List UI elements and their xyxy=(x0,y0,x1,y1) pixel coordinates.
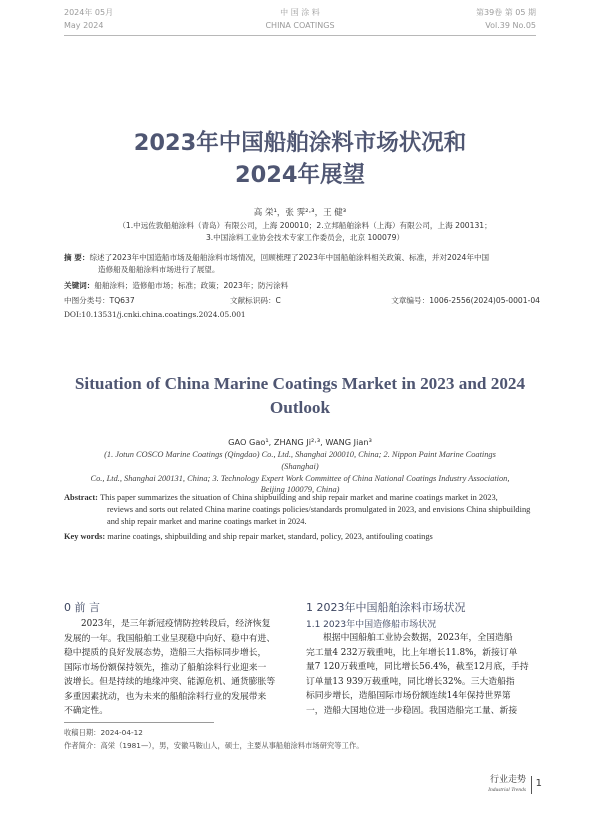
cn-affiliation-line-1: （1.中远佐敦船舶涂料（青岛）有限公司，上海 200010；2.立邦船舶涂料（上海）有限公司，上海 200131； xyxy=(118,221,492,230)
section-1-1-line-2: 完工量4 232万载重吨，比上年增长11.8%，新接订单 xyxy=(306,647,518,658)
section-0-line-2: 发展的一年。我国船舶工业呈现稳中向好、稳中有进、 xyxy=(64,633,276,644)
en-abstract xyxy=(64,492,540,529)
cn-keywords-text: 船舶涂料；造修船市场；标准；政策；2023年；防污涂料 xyxy=(94,281,289,290)
footnote-divider xyxy=(64,722,214,723)
en-abstract-label: Abstract: xyxy=(64,493,98,502)
section-0-line-3: 稳中提质的良好发展态势，造船三大指标同步增长， xyxy=(64,648,267,658)
header-volume-en: Vol.39 No.05 xyxy=(485,21,536,30)
en-affiliation-line-2: Co., Ltd., Shanghai 200131, China; 3. Technology Expert Work Committee of China National Coatings Industry Association, xyxy=(90,473,510,483)
en-affiliation-line-1: (1. Jotun COSCO Marine Coatings (Qingdao) Co., Ltd., Shanghai 200010, China; 2. Nippon Paint Marine Coatings (Shanghai) xyxy=(104,450,496,471)
en-title xyxy=(0,372,600,420)
section-0-line-1: 2023年，是三年新冠疫情防控转段后，经济恢复 xyxy=(81,619,271,629)
section-1-1-line-1: 根据中国船舶工业协会数据，2023年，全国造船 xyxy=(323,633,513,643)
cn-title-line-2: 2024年展望 xyxy=(234,162,366,188)
header-date-en: May 2024 xyxy=(64,21,104,30)
section-0-body xyxy=(64,617,300,719)
header-divider xyxy=(64,35,536,36)
cn-abstract xyxy=(64,252,540,275)
cn-authors: 高 栄¹，张 霁²·³，王 健³ xyxy=(253,208,347,218)
en-title-line-1: Situation of China Marine Coatings Market in 2023 and 2024 xyxy=(74,374,526,393)
en-affiliation xyxy=(90,449,510,496)
page-number: 1 xyxy=(535,778,542,789)
section-tag-divider xyxy=(531,776,532,794)
cn-classification-row xyxy=(64,295,540,307)
cn-abstract-line-2: 造修船及船舶涂料市场进行了展望。 xyxy=(98,264,220,274)
en-keywords xyxy=(64,532,540,541)
article-number: 文章编号：1006-2556(2024)05-0001-04 xyxy=(391,296,540,305)
clc-number: 中图分类号：TQ637 xyxy=(64,296,135,305)
en-abstract-line-2: reviews and sorts out related China marine coatings policies/standards promulgated in 2023, and envisions China shipbuilding xyxy=(107,505,531,515)
section-1-heading: 1 2023年中国船舶涂料市场状况 xyxy=(306,601,466,614)
footnote-received: 收稿日期：2024-04-12 xyxy=(64,728,143,737)
en-keywords-label: Key words: xyxy=(64,532,106,541)
en-title-line-2: Outlook xyxy=(269,398,331,417)
footnote-author-bio: 作者简介：高栄（1981—），男，安徽马鞍山人，硕士，主要从事船舶涂料市场研究等工作。 xyxy=(64,741,364,750)
section-1-1-heading: 1.1 2023年中国造修船市场状况 xyxy=(306,620,437,630)
section-1-1-body xyxy=(306,631,542,718)
cn-title xyxy=(0,127,600,191)
section-0-line-7: 不确定性。 xyxy=(64,706,108,716)
header-date-cn: 2024年 05月 xyxy=(64,8,114,17)
section-1-1-line-4: 订单量13 939万载重吨，同比增长32%。三大造船指 xyxy=(306,676,515,687)
cn-keywords-label: 关键词： xyxy=(64,281,95,290)
cn-title-line-1: 2023年中国船舶涂料市场状况和 xyxy=(133,130,467,156)
section-1-1-line-6: 一，造船大国地位进一步稳固。我国造船完工量、新接 xyxy=(306,705,518,716)
document-code: 文献标识码：C xyxy=(230,296,281,305)
cn-abstract-label: 摘 要： xyxy=(64,253,90,262)
section-tag-cn: 行业走势 xyxy=(489,775,526,785)
doi: DOI:10.13531/j.cnki.china.coatings.2024.05.001 xyxy=(64,310,246,319)
en-keywords-text: marine coatings, shipbuilding and ship repair market, standard, policy, 2023, antifouling coatings xyxy=(107,532,433,541)
section-1-1-line-5: 标同步增长，造船国际市场份额连续14年保持世界第 xyxy=(306,691,511,701)
header-journal-en: CHINA COATINGS xyxy=(265,21,335,30)
cn-abstract-line-1: 综述了2023年中国造船市场及船舶涂料市场情况，回顾梳理了2023年中国船舶涂料相关政策、标准，并对2024年中国 xyxy=(89,253,490,262)
section-0-line-4: 国际市场份额保持领先，推动了船舶涂料行业迎来一 xyxy=(64,662,267,673)
section-0-heading: 0 前 言 xyxy=(64,601,100,614)
section-tag-en: Industrial Trends xyxy=(488,787,526,793)
header-journal-cn: 中 国 涂 料 xyxy=(280,8,320,17)
section-tag xyxy=(488,774,526,794)
cn-affiliation-line-2: 3.中国涂料工业协会技术专家工作委员会，北京 100079） xyxy=(205,232,405,242)
en-authors: GAO Gao¹, ZHANG Ji²·³, WANG Jian³ xyxy=(228,437,372,447)
header-volume-cn: 第39卷 第 05 期 xyxy=(476,8,536,17)
section-0-line-5: 波增长。但是持续的地缘冲突、能源危机、通货膨胀等 xyxy=(64,677,276,687)
section-1-1-line-3: 量7 120万载重吨，同比增长56.4%，截至12月底，手持 xyxy=(306,662,529,672)
header-volume xyxy=(476,6,536,32)
section-0-line-6: 多重因素扰动，也为未来的船舶涂料行业的发展带来 xyxy=(64,691,267,702)
en-affiliation-line-3: Beijing 100079, China) xyxy=(260,485,340,495)
en-abstract-line-3: and ship repair market and marine coatings market in 2024. xyxy=(107,517,307,527)
cn-affiliation xyxy=(90,220,520,243)
en-abstract-line-1: This paper summarizes the situation of China shipbuilding and ship repair market and marine coatings market in 2023, xyxy=(100,493,498,502)
cn-keywords xyxy=(64,280,540,292)
